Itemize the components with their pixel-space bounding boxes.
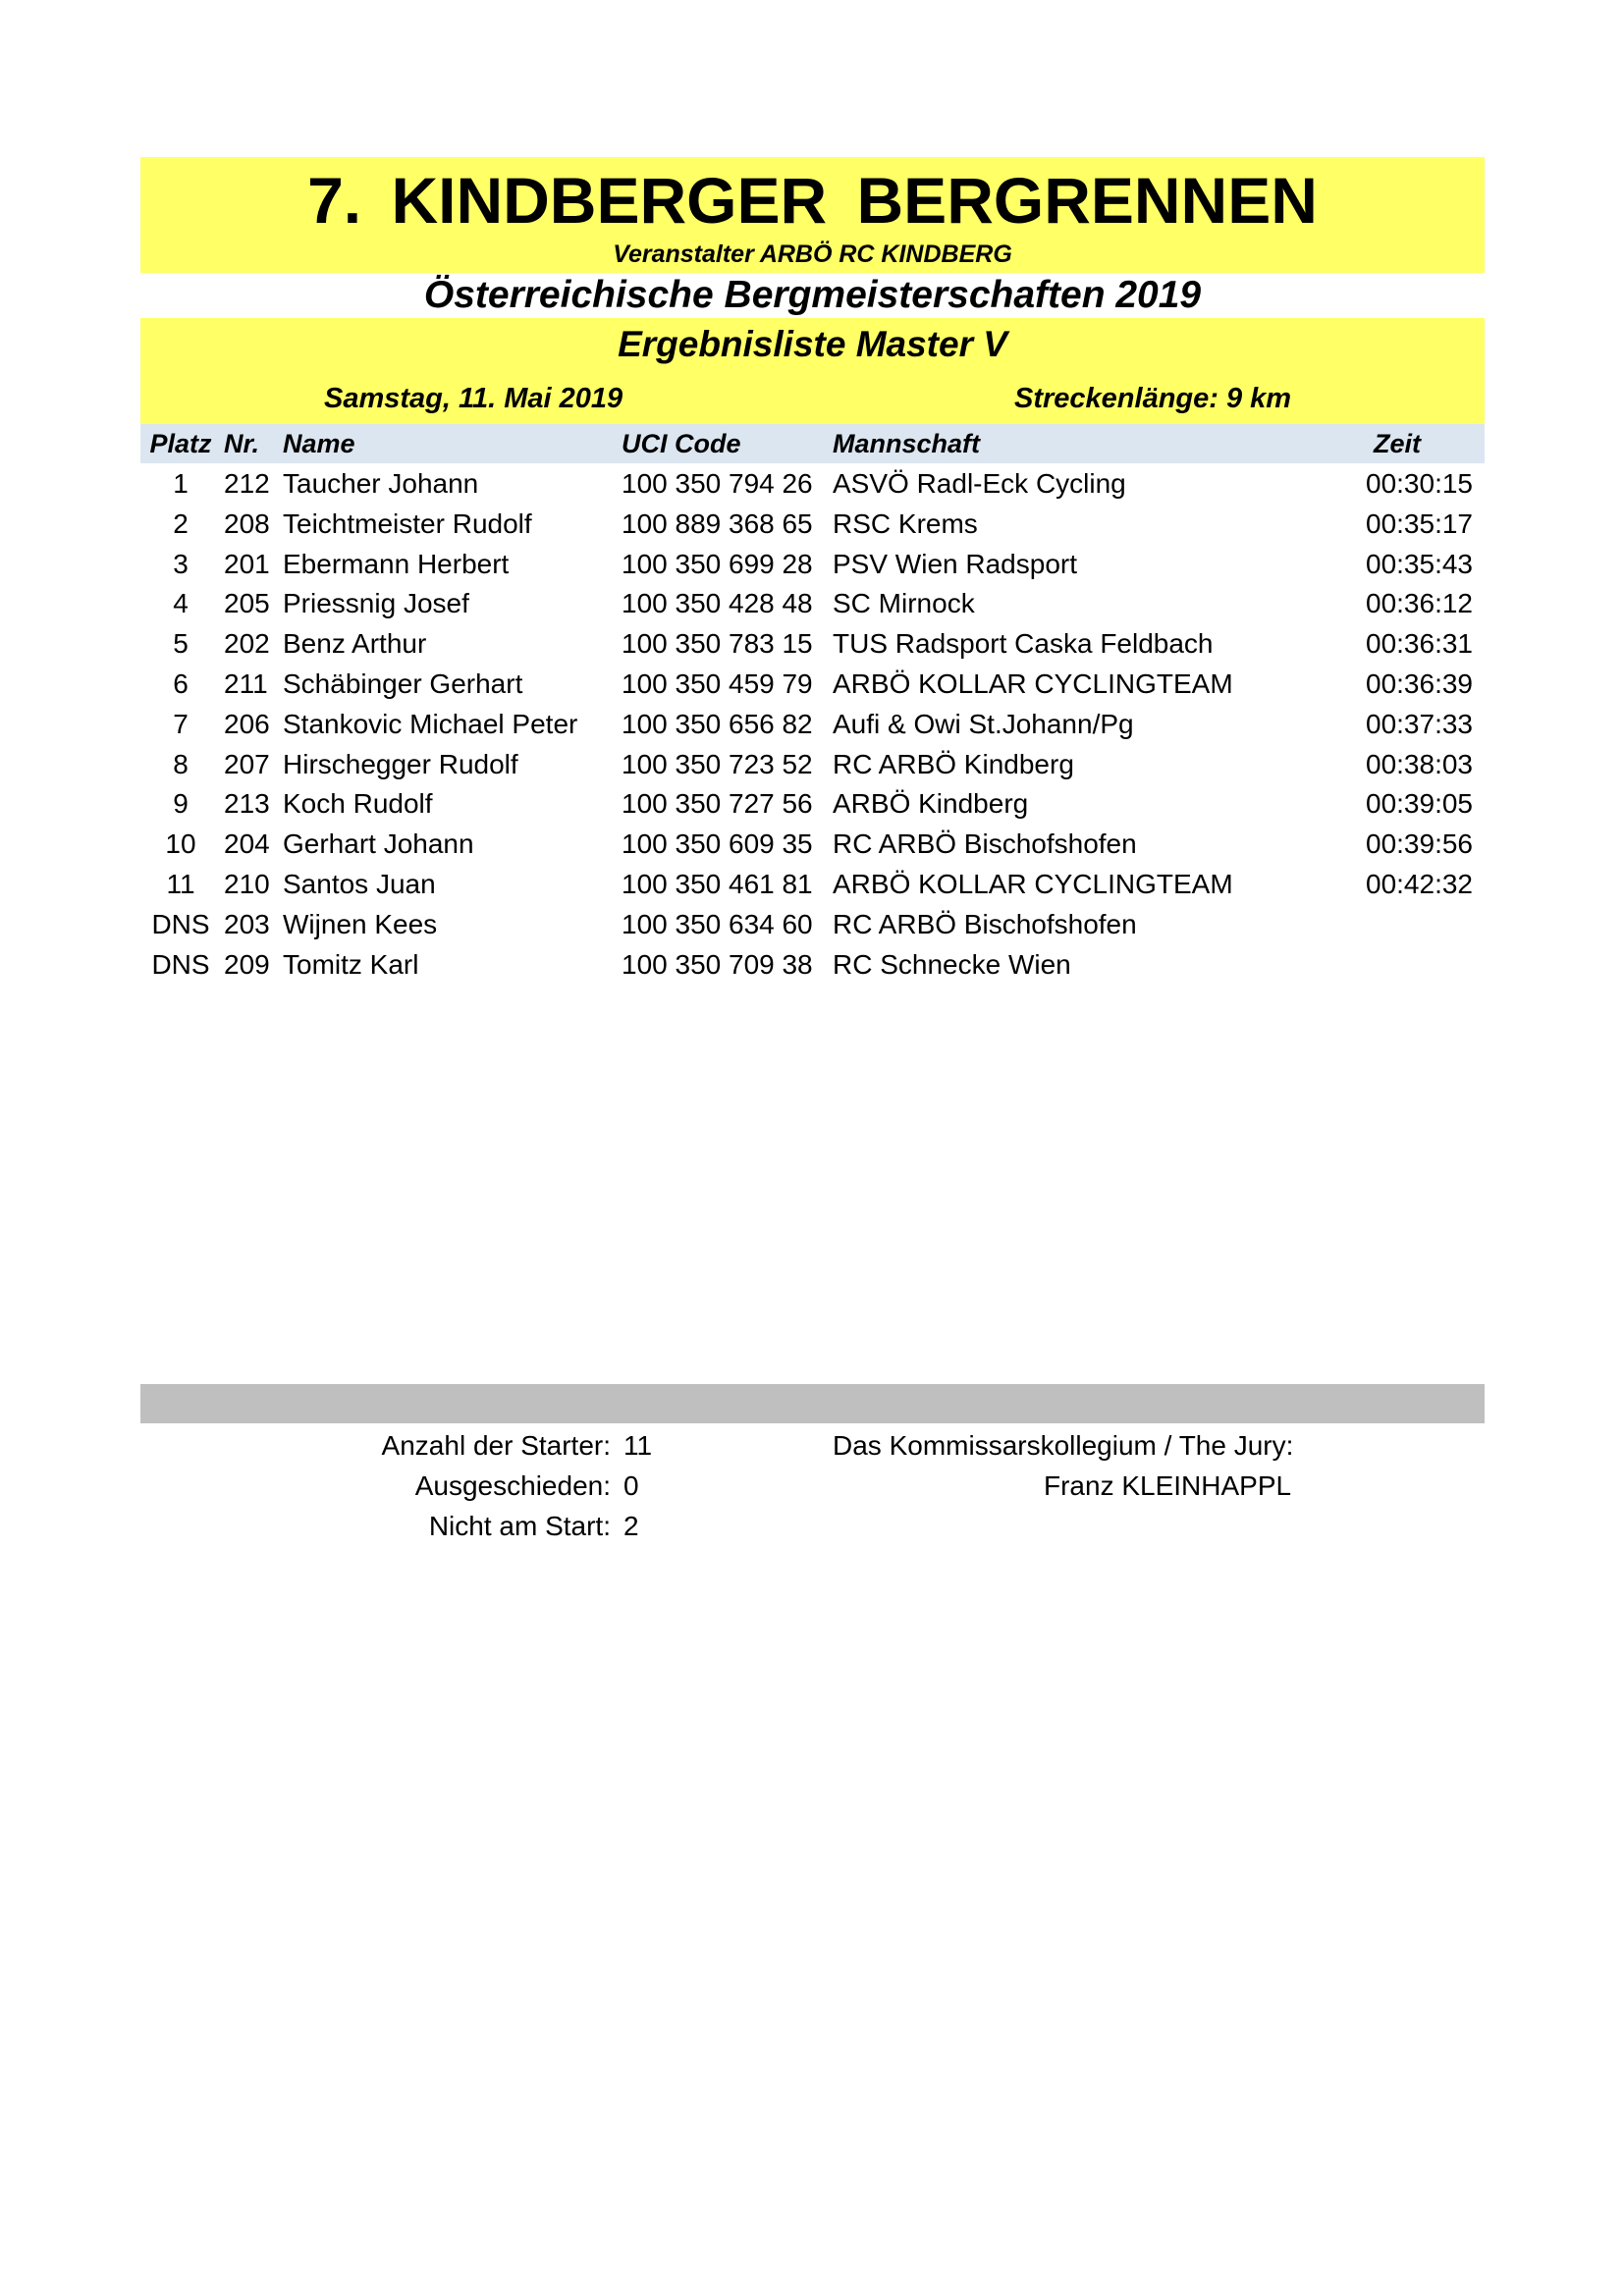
row-name: Priessnig Josef [283,588,469,619]
row-name: Taucher Johann [283,468,479,499]
header-team: Mannschaft [833,429,981,458]
race-date: Samstag, 11. Mai 2019 [324,383,623,414]
row-uci: 100 350 609 35 [622,828,813,860]
row-platz: 10 [165,828,196,860]
row-zeit: 00:37:33 [1366,708,1473,739]
title-band [140,157,1485,273]
row-nr: 205 [224,588,270,619]
row-zeit: 00:42:32 [1366,868,1473,899]
dns-label: Nicht am Start: [428,1511,611,1541]
list-title: Ergebnisliste Master V [618,324,1007,364]
row-nr: 210 [224,868,270,899]
table-row [140,545,1485,585]
row-platz: 3 [173,548,189,579]
row-name: Teichtmeister Rudolf [283,507,532,539]
table-row [140,745,1485,785]
dns-value: 2 [623,1511,639,1541]
row-nr: 213 [224,788,270,820]
results-sheet [140,157,1485,985]
row-zeit: 00:36:12 [1366,588,1473,619]
row-nr: 203 [224,908,270,939]
table-row [140,865,1485,905]
row-name: Santos Juan [283,868,436,899]
summary-values [623,1425,652,1546]
row-platz: 1 [173,468,189,499]
row-zeit: 00:36:39 [1366,667,1473,699]
table-row [140,784,1485,825]
row-team: ARBÖ Kindberg [833,788,1029,820]
row-zeit: 00:30:15 [1366,468,1473,499]
row-team: RSC Krems [833,507,978,539]
row-nr: 212 [224,468,270,499]
row-team: RC ARBÖ Bischofshofen [833,908,1137,939]
row-team: ASVÖ Radl-Eck Cycling [833,468,1126,499]
row-zeit: 00:39:05 [1366,788,1473,820]
row-name: Gerhart Johann [283,828,474,860]
jury-name: Franz KLEINHAPPL [1044,1470,1292,1501]
summary-divider-bar [140,1384,1485,1423]
row-team: RC ARBÖ Kindberg [833,748,1074,779]
starters-label: Anzahl der Starter: [381,1430,611,1461]
row-zeit: 00:35:17 [1366,507,1473,539]
table-row [140,825,1485,865]
row-platz: 7 [173,708,189,739]
row-nr: 206 [224,708,270,739]
row-platz: 11 [166,868,195,899]
row-platz: 8 [173,748,189,779]
row-nr: 208 [224,507,270,539]
row-nr: 211 [224,667,268,699]
organizer-line: Veranstalter ARBÖ RC KINDBERG [613,240,1012,268]
table-header [140,424,1485,463]
row-platz: 6 [173,667,189,699]
header-name: Name [283,429,355,458]
row-platz: DNS [151,908,210,939]
row-name: Koch Rudolf [283,788,433,820]
header-zeit: Zeit [1373,429,1422,458]
table-row [140,665,1485,705]
table-row [140,624,1485,665]
jury-label: Das Kommissarskollegium / The Jury: [833,1430,1294,1461]
row-name: Schäbinger Gerhart [283,667,523,699]
row-uci: 100 350 699 28 [622,548,813,579]
table-row [140,584,1485,624]
row-uci: 100 350 794 26 [622,468,813,499]
row-zeit: 00:35:43 [1366,548,1473,579]
row-uci: 100 350 727 56 [622,788,813,820]
row-name: Ebermann Herbert [283,548,510,579]
header-platz: Platz [149,429,212,458]
header-uci: UCI Code [622,429,741,458]
row-platz: 4 [173,588,189,619]
row-nr: 201 [224,548,270,579]
row-team: ARBÖ KOLLAR CYCLINGTEAM [833,667,1233,699]
event-title: 7. KINDBERGER BERGRENNEN [307,164,1318,237]
table-row [140,464,1485,505]
row-uci: 100 350 783 15 [622,628,813,660]
row-nr: 202 [224,628,270,660]
row-platz: 2 [173,507,189,539]
table-row [140,905,1485,945]
course-length: Streckenlänge: 9 km [1014,383,1292,414]
row-platz: 5 [173,628,189,660]
starters-value: 11 [623,1430,653,1461]
row-uci: 100 350 709 38 [622,948,813,980]
table-row [140,945,1485,986]
row-zeit: 00:36:31 [1366,628,1473,660]
summary-labels [295,1425,611,1546]
row-uci: 100 889 368 65 [622,507,813,539]
header-nr: Nr. [224,429,260,458]
row-nr: 209 [224,948,270,980]
row-team: TUS Radsport Caska Feldbach [833,628,1214,660]
row-nr: 207 [224,748,270,779]
table-row [140,705,1485,745]
championship-subtitle: Österreichische Bergmeisterschaften 2019 [140,273,1485,318]
row-uci: 100 350 459 79 [622,667,813,699]
row-uci: 100 350 723 52 [622,748,813,779]
row-uci: 100 350 634 60 [622,908,813,939]
row-platz: 9 [173,788,189,820]
row-platz: DNS [151,948,210,980]
row-name: Wijnen Kees [283,908,438,939]
row-team: PSV Wien Radsport [833,548,1077,579]
results-rows [140,464,1485,985]
row-name: Stankovic Michael Peter [283,708,578,739]
row-uci: 100 350 461 81 [622,868,813,899]
row-name: Tomitz Karl [283,948,419,980]
row-team: SC Mirnock [833,588,975,619]
row-name: Hirschegger Rudolf [283,748,518,779]
dropped-label: Ausgeschieden: [414,1470,611,1501]
row-uci: 100 350 428 48 [622,588,813,619]
row-team: Aufi & Owi St.Johann/Pg [833,708,1134,739]
row-team: RC ARBÖ Bischofshofen [833,828,1137,860]
table-row [140,505,1485,545]
row-team: ARBÖ KOLLAR CYCLINGTEAM [833,868,1233,899]
row-zeit: 00:39:56 [1366,828,1473,860]
row-zeit: 00:38:03 [1366,748,1473,779]
row-nr: 204 [224,828,270,860]
list-band [140,318,1485,424]
row-uci: 100 350 656 82 [622,708,813,739]
row-name: Benz Arthur [283,628,427,660]
dropped-value: 0 [623,1470,639,1501]
row-team: RC Schnecke Wien [833,948,1071,980]
